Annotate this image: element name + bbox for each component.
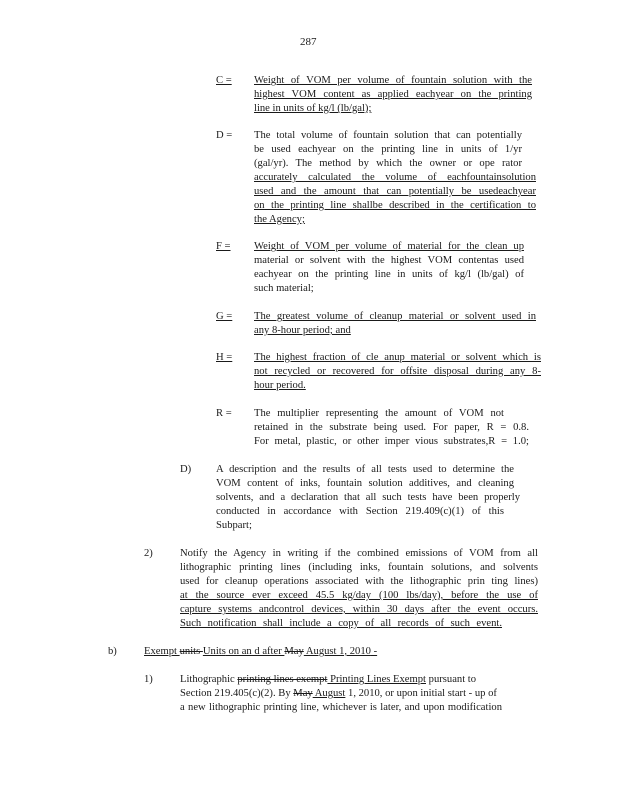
item-2-line-6: Such notification shall include a copy of all records of such event. xyxy=(180,618,502,629)
item-1-label: 1) xyxy=(144,674,153,685)
item-b-heading: Exempt units Units on an d after May August 1, 2010 - xyxy=(144,646,378,657)
def-d-line-6: on the printing line shallbe described in the certification to xyxy=(254,200,536,211)
def-d-line-7: the Agency; xyxy=(254,214,305,225)
page-number: 287 xyxy=(300,36,317,48)
def-r-line-3: For metal, plastic, or other imper vious substrates,R = 1.0; xyxy=(254,436,529,447)
item-2-line-4: at the source ever exceed 45.5 kg/day (100 lbs/day), before the use of xyxy=(180,590,538,601)
def-d-line-1: The total volume of fountain solution that can potentially xyxy=(254,130,522,141)
def-g-line-1: The greatest volume of cleanup material or solvent used in xyxy=(254,311,536,322)
def-g-line-2: any 8-hour period; and xyxy=(254,325,351,336)
def-f-line-3: eachyear on the printing line in units of kg/l (lb/gal) of xyxy=(254,269,524,280)
def-h-line-1: The highest fraction of cle anup material or solvent which is xyxy=(254,352,541,363)
def-d-label: D = xyxy=(216,130,233,141)
item-2-line-5: capture systems andcontrol devices, within 30 days after the event occurs. xyxy=(180,604,538,615)
def-d-line-3: (gal/yr). The method by which the owner or ope rator xyxy=(254,158,522,169)
item-1-line-1: Lithographic printing lines exempt Printing Lines Exempt pursuant to xyxy=(180,674,477,685)
item-2-line-1: Notify the Agency in writing if the combined emissions of VOM from all xyxy=(180,548,538,559)
def-h-label: H = xyxy=(216,352,233,363)
item-2-line-3: used for cleanup operations associated with the lithographic prin ting lines) xyxy=(180,576,538,587)
def-r-line-2: retained in the substrate being used. For paper, R = 0.8. xyxy=(254,422,529,433)
def-f-line-1: Weight of VOM per volume of material for the clean up xyxy=(254,241,524,252)
def-c-line-3: line in units of kg/l (lb/gal); xyxy=(254,103,372,114)
item-d-line-5: Subpart; xyxy=(216,520,252,531)
def-f-label: F = xyxy=(216,241,231,252)
def-f-line-4: such material; xyxy=(254,283,314,294)
item-2-label: 2) xyxy=(144,548,153,559)
def-r-label: R = xyxy=(216,408,232,419)
def-c-label: C = xyxy=(216,75,232,86)
item-d-line-2: VOM content of inks, fountain solution additives, and cleaning xyxy=(216,478,514,489)
def-c-line-2: highest VOM content as applied eachyear on the printing xyxy=(254,89,532,100)
item-b-label: b) xyxy=(108,646,117,657)
def-h-line-3: hour period. xyxy=(254,380,306,391)
def-d-line-5: used and the amount that can potentially be usedeachyear xyxy=(254,186,536,197)
def-f-line-2: material or solvent with the highest VOM contentas used xyxy=(254,255,524,266)
item-d-line-1: A description and the results of all tests used to determine the xyxy=(216,464,514,475)
item-d-line-3: solvents, and a declaration that all such tests have been properly xyxy=(216,492,520,503)
item-d-label: D) xyxy=(180,464,192,475)
def-c-line-1: Weight of VOM per volume of fountain solution with the xyxy=(254,75,532,86)
item-1-line-2: Section 219.405(c)(2). By May August 1, 2010, or upon initial start - up of xyxy=(180,688,497,699)
item-2-line-2: lithographic printing lines (including inks, fountain solutions, and solvents xyxy=(180,562,538,573)
item-1-line-3: a new lithographic printing line, whichever is later, and upon modification xyxy=(180,702,502,713)
def-d-line-4: accurately calculated the volume of eachfountainsolution xyxy=(254,172,536,183)
def-r-line-1: The multiplier representing the amount of VOM not xyxy=(254,408,504,419)
def-d-line-2: be used eachyear on the printing line in units of 1/yr xyxy=(254,144,522,155)
def-g-label: G = xyxy=(216,311,233,322)
def-h-line-2: not recycled or recovered for offsite disposal during any 8- xyxy=(254,366,541,377)
item-d-line-4: conducted in accordance with Section 219.409(c)(1) of this xyxy=(216,506,504,517)
